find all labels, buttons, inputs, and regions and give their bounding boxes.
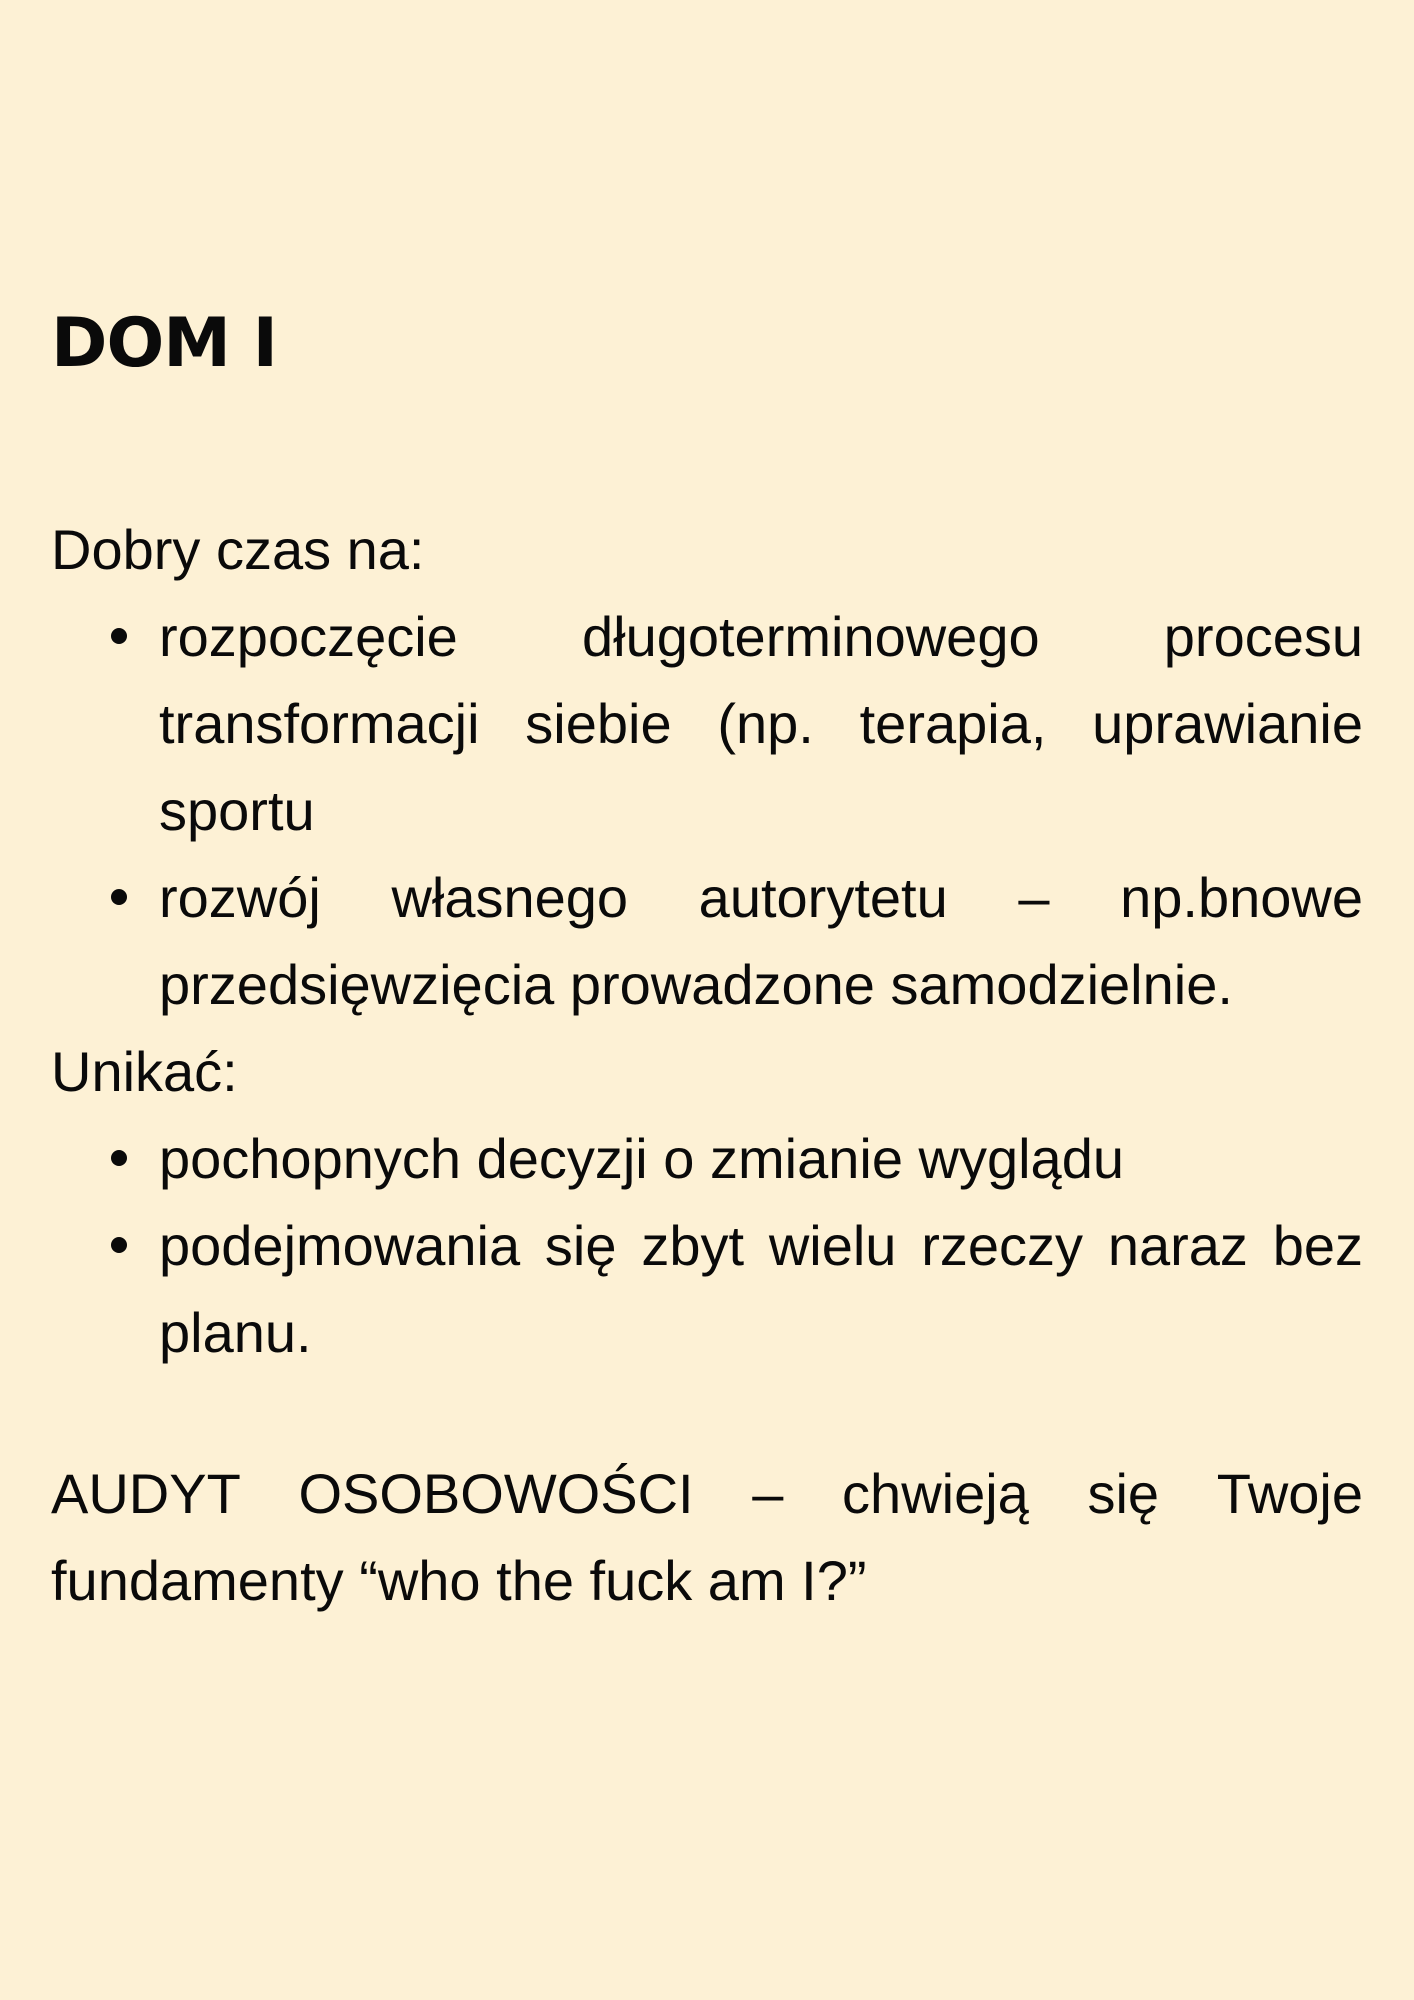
list-item-text: rozpoczęcie długoterminowego procesu transformacji siebie (np. terapia, uprawianie sportu [159, 605, 1363, 842]
list-item-text: pochopnych decyzji o zmianie wyglądu [159, 1127, 1124, 1190]
list-item [51, 1115, 1363, 1202]
good-time-list [51, 593, 1363, 1028]
list-item-text: rozwój własnego autorytetu – np.bnowe przedsięwzięcia prowadzone samodzielnie. [159, 866, 1363, 1016]
good-time-label: Dobry czas na: [51, 518, 425, 581]
avoid-label: Unikać: [51, 1040, 238, 1103]
page-title: DOM I [51, 304, 277, 383]
audit-paragraph: AUDYT OSOBOWOŚCI – chwieją się Twoje fundamenty “who the fuck am I?” [51, 1462, 1363, 1612]
list-item [51, 854, 1363, 1028]
document-page [51, 300, 1363, 1624]
list-item-text: podejmowania się zbyt wielu rzeczy naraz bez planu. [159, 1214, 1363, 1364]
bullet-dot-icon [111, 1237, 127, 1253]
avoid-list [51, 1115, 1363, 1376]
list-item [51, 1202, 1363, 1376]
bullet-dot-icon [111, 1150, 127, 1166]
list-item [51, 593, 1363, 854]
bullet-dot-icon [111, 889, 127, 905]
bullet-dot-icon [111, 628, 127, 644]
